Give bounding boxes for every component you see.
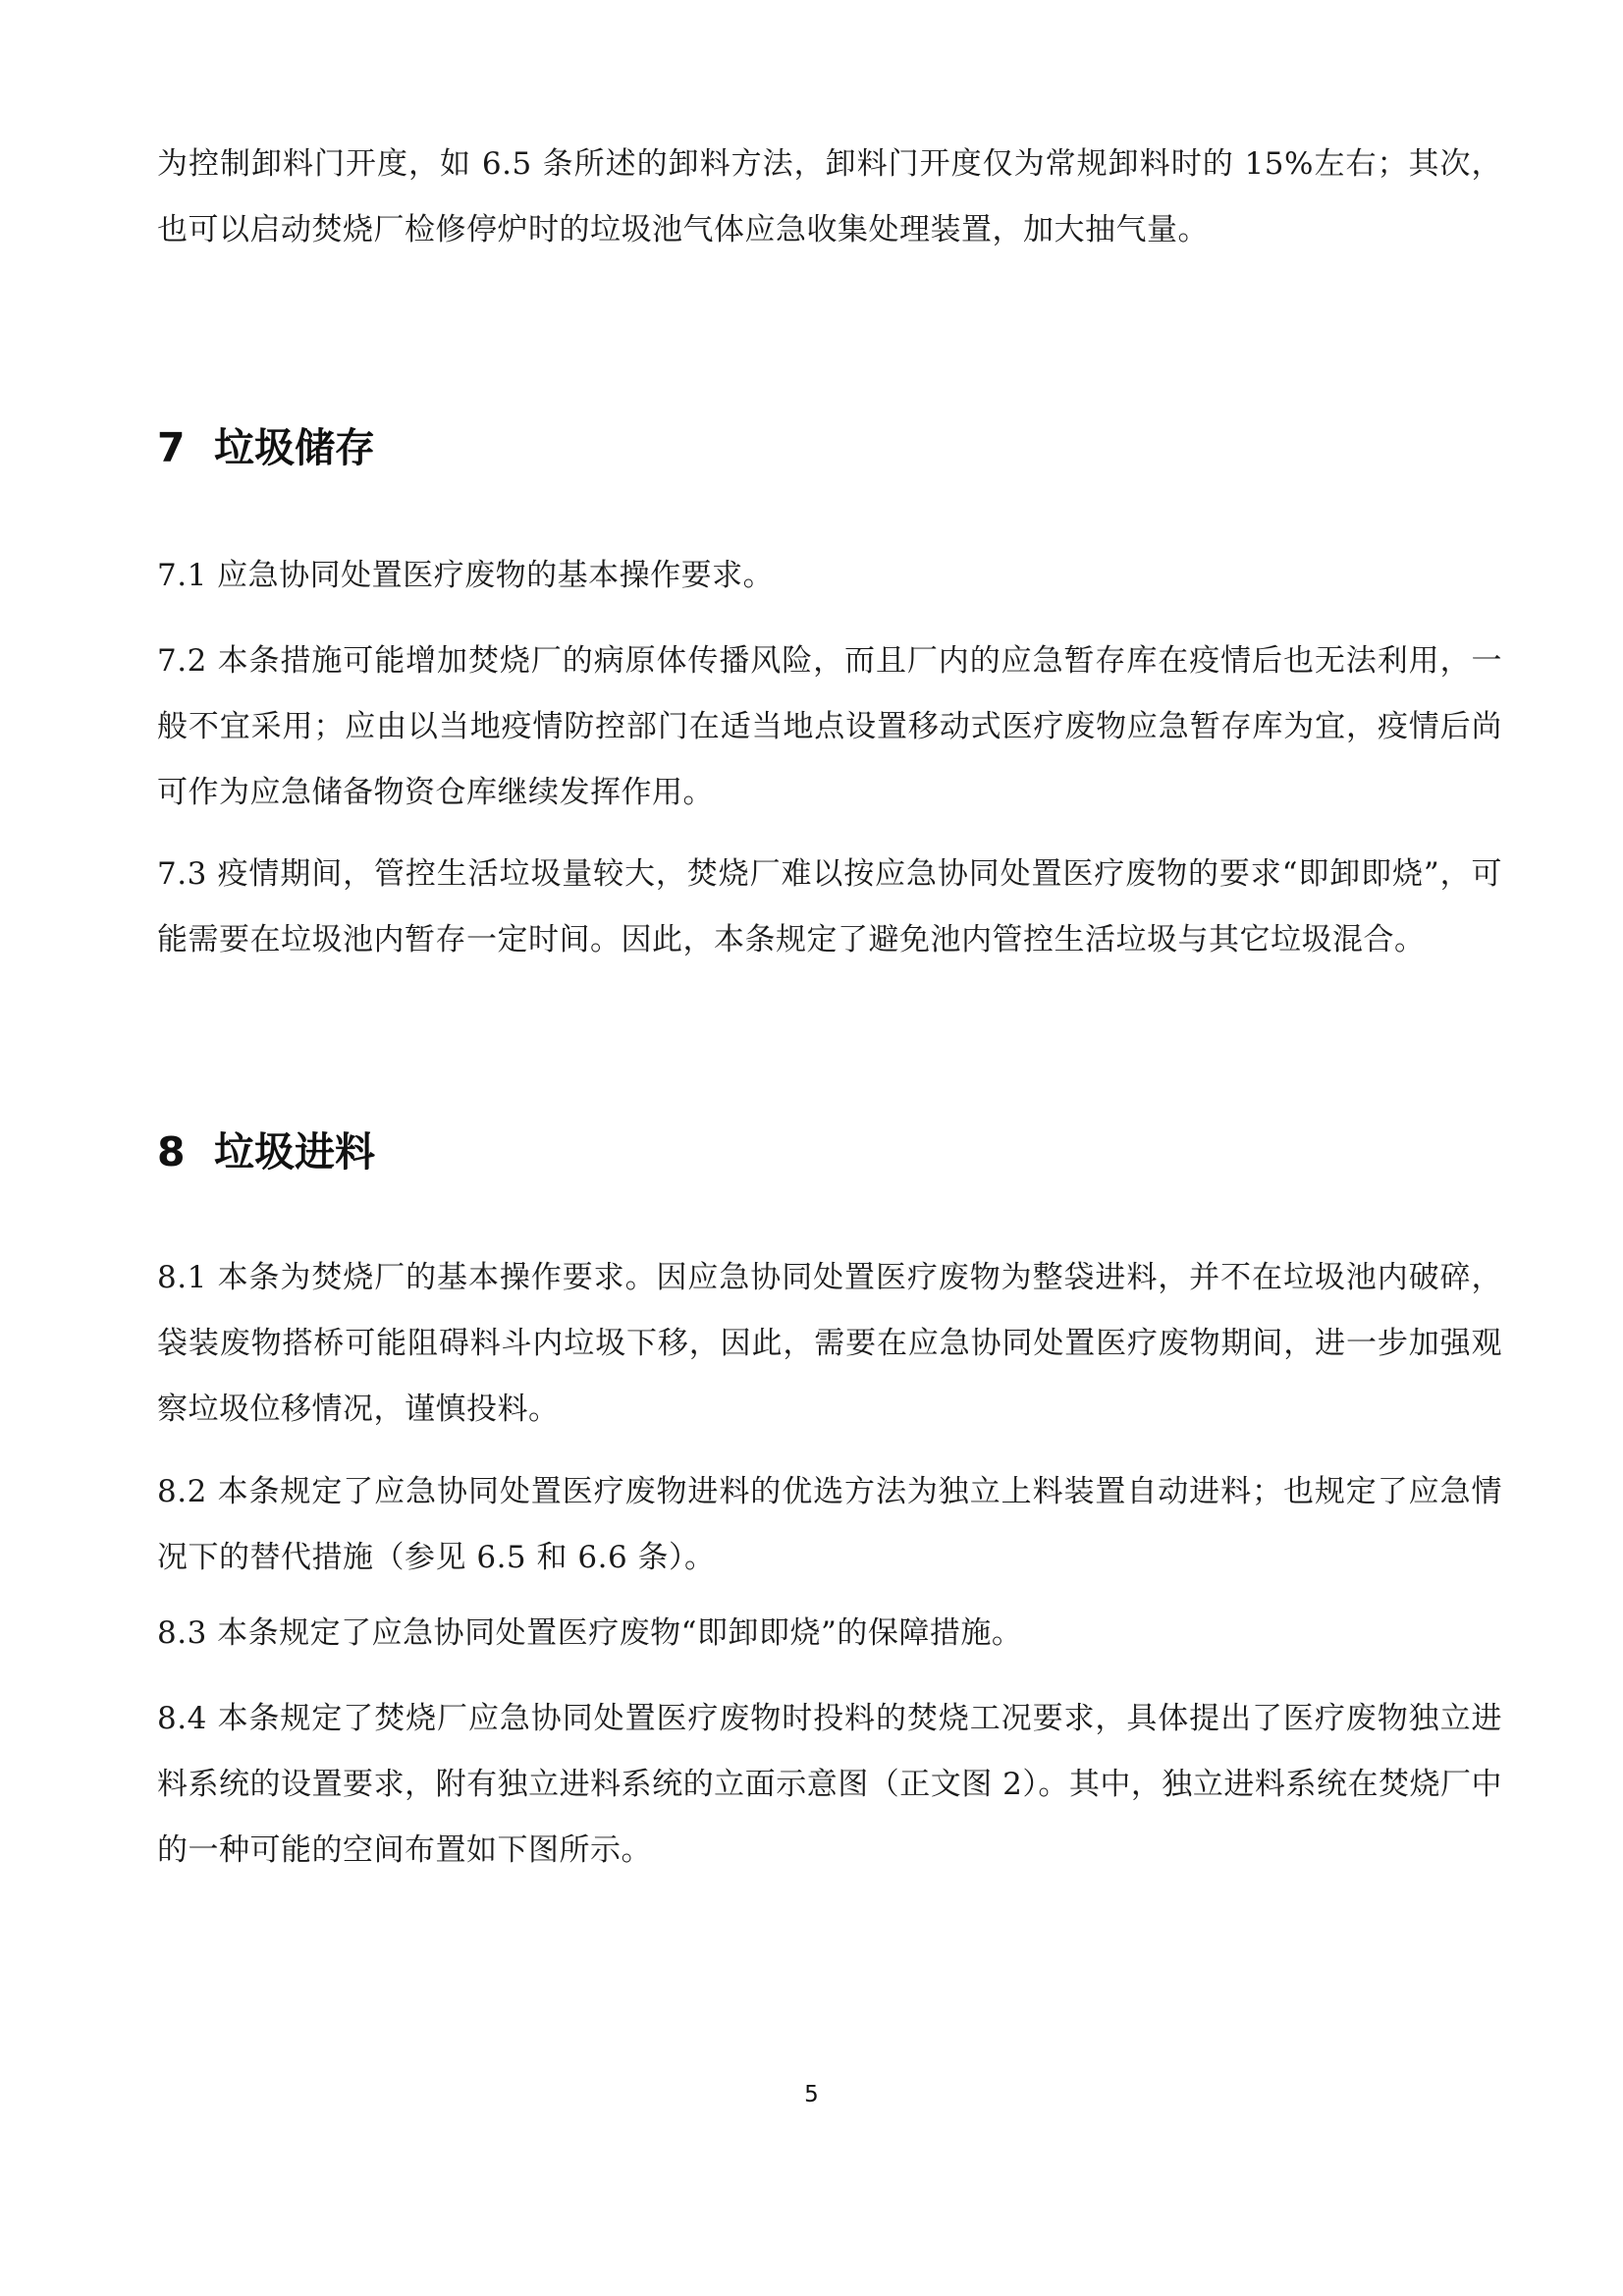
paragraph-7-2: 7.2 本条措施可能增加焚烧厂的病原体传播风险，而且厂内的应急暂存库在疫情后也无法利用，一般不宜采用；应由以当地疫情防控部门在适当地点设置移动式医疗废物应急暂存库为宜，疫情后尚可作为应急储备物资仓库继续发挥作用。	[157, 643, 1502, 810]
paragraph-8-2: 8.2 本条规定了应急协同处置医疗废物进料的优选方法为独立上料装置自动进料；也规定了应急情况下的替代措施（参见 6.5 和 6.6 条）。	[157, 1474, 1502, 1575]
page-number: 5	[804, 2082, 819, 2107]
section-8-number: 8	[157, 1128, 186, 1175]
section-8-title: 垃圾进料	[214, 1128, 375, 1175]
section-7-title: 垃圾储存	[214, 424, 375, 471]
section-8-heading	[157, 1122, 375, 1181]
paragraph-8-3: 8.3 本条规定了应急协同处置医疗废物“即卸即烧”的保障措施。	[157, 1615, 1023, 1651]
paragraph-8-4: 8.4 本条规定了焚烧厂应急协同处置医疗废物时投料的焚烧工况要求，具体提出了医疗废物独立进料系统的设置要求，附有独立进料系统的立面示意图（正文图 2）。其中，独立进料系统在焚烧厂中的一种可能的空间布置如下图所示。	[157, 1701, 1502, 1868]
section-7-number: 7	[157, 424, 186, 471]
paragraph-7-3: 7.3 疫情期间，管控生活垃圾量较大，焚烧厂难以按应急协同处置医疗废物的要求“即卸即烧”，可能需要在垃圾池内暂存一定时间。因此，本条规定了避免池内管控生活垃圾与其它垃圾混合。	[157, 856, 1502, 957]
section-7-heading	[157, 418, 375, 477]
paragraph-8-1: 8.1 本条为焚烧厂的基本操作要求。因应急协同处置医疗废物为整袋进料，并不在垃圾池内破碎，袋装废物搭桥可能阻碍料斗内垃圾下移，因此，需要在应急协同处置医疗废物期间，进一步加强观察垃圾位移情况，谨慎投料。	[157, 1260, 1502, 1427]
intro-paragraph: 为控制卸料门开度，如 6.5 条所述的卸料方法，卸料门开度仅为常规卸料时的 15%左右；其次，也可以启动焚烧厂检修停炉时的垃圾池气体应急收集处理装置，加大抽气量。	[157, 146, 1502, 247]
paragraph-7-1: 7.1 应急协同处置医疗废物的基本操作要求。	[157, 558, 775, 593]
